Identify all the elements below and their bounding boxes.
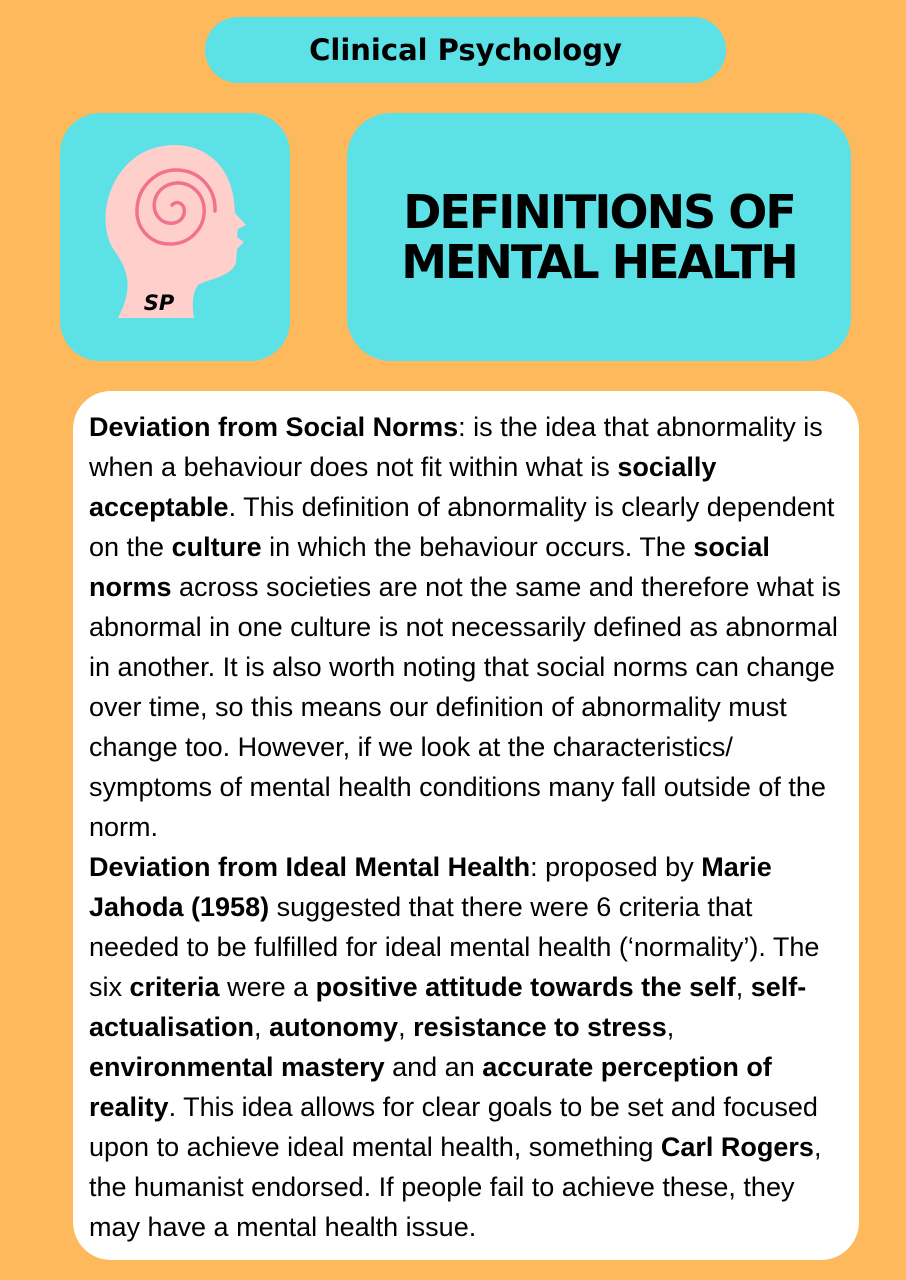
body-text: , [254,1012,270,1042]
body-text: suggested that there were 6 criteria that needed to be fulfilled for ideal mental health (‘normality’). The six [89,892,820,1002]
page-title-line-1: DEFINITIONS OF [403,185,795,239]
bold-term: socially acceptable [89,452,717,522]
body-text: : proposed by [530,852,702,882]
section-heading-ideal-mental-health: Deviation from Ideal Mental Health [89,852,531,882]
body-text: , [398,1012,414,1042]
bold-term: culture [171,532,262,562]
bold-term: Carl Rogers [660,1132,814,1162]
logo-initials: SP [143,291,175,315]
title-box [347,113,851,361]
body-text: were a [219,972,316,1002]
bold-term: autonomy [269,1012,399,1042]
header-pill [205,17,726,83]
content-card [73,391,859,1260]
head-spiral-icon [60,113,290,361]
body-text: , [666,1012,675,1042]
page-title-line-2: MENTAL HEALTH [401,235,797,289]
bold-term: criteria [129,972,220,1002]
bold-term: resistance to stress [413,1012,667,1042]
body-text: in which the behaviour occurs. The [261,532,694,562]
body-text: . This definition of abnormality is clearly dependent on the [89,492,835,562]
header-title: Clinical Psychology [309,33,622,67]
body-text: across societies are not the same and therefore what is abnormal in one culture is not necessarily defined as abnormal in another. It is also worth noting that social norms can change over time, so this means our definition of abnormality must change too. However, if we look at the characteristics/ symptoms of mental health conditions many fall outside of the norm. [89,572,841,842]
bold-term: Marie Jahoda (1958) [89,852,772,922]
body-text: , [735,972,751,1002]
bold-term: accurate perception of reality [89,1052,772,1122]
content-body [89,407,849,1247]
body-text: : is the idea that abnormality is when a behaviour does not fit within what is [89,412,823,482]
body-text: and an [384,1052,483,1082]
bold-term: environmental mastery [89,1052,385,1082]
bold-term: self-actualisation [89,972,807,1042]
body-text: , the humanist endorsed. If people fail to achieve these, they may have a mental health issue. [89,1132,822,1242]
section-social-norms [89,407,849,847]
body-text: . This idea allows for clear goals to be set and focused upon to achieve ideal mental health, something [89,1092,818,1162]
logo-box [60,113,290,361]
section-ideal-mental-health [89,847,849,1247]
section-heading-social-norms: Deviation from Social Norms [89,412,459,442]
bold-term: positive attitude towards the self [315,972,736,1002]
bold-term: social norms [89,532,770,602]
